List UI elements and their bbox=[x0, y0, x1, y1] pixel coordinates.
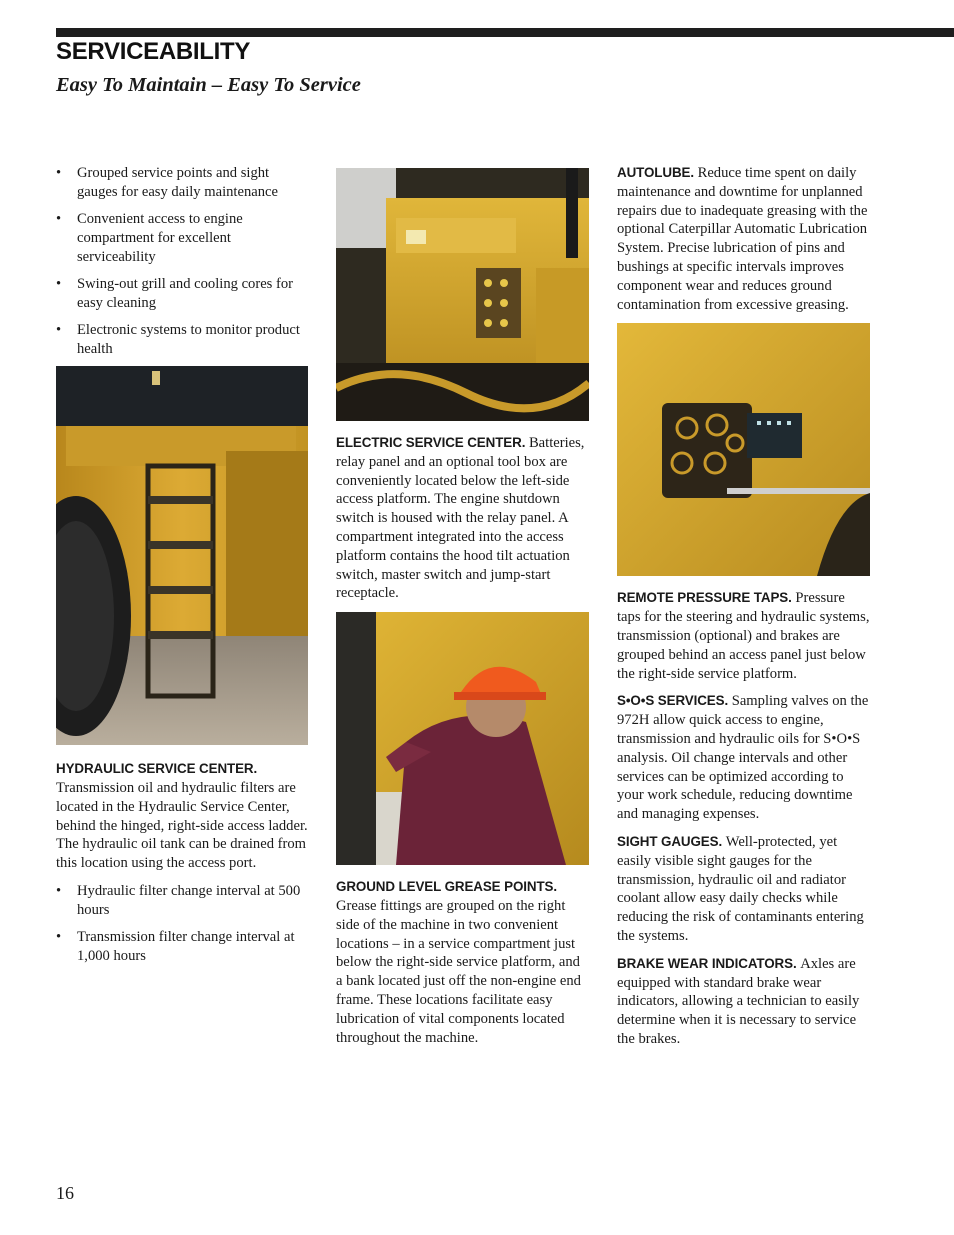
sos-services-section bbox=[617, 692, 870, 824]
interval-item: • Transmission filter change interval at 1,000 hours bbox=[56, 928, 308, 966]
feature-item: • Grouped service points and sight gauges for easy daily maintenance bbox=[56, 164, 308, 202]
pressure-taps-body: Pressure taps for the steering and hydraulic systems, transmission (optional) and brakes are grouped behind an access panel just below the right-side service platform. bbox=[617, 590, 870, 682]
interval-item: • Hydraulic filter change interval at 500 hours bbox=[56, 882, 308, 920]
filter-interval-list bbox=[56, 882, 308, 966]
autolube-heading: AUTOLUBE. bbox=[617, 165, 698, 180]
autolube-section bbox=[617, 164, 870, 314]
header-rule bbox=[56, 28, 954, 37]
hydraulic-service-body: Transmission oil and hydraulic filters are located in the Hydraulic Service Center, behind the hinged, right-side access ladder. The hydraulic oil tank can be drained from this location using the access port. bbox=[56, 779, 308, 872]
hydraulic-service-heading: HYDRAULIC SERVICE CENTER. bbox=[56, 761, 258, 777]
electric-service-body: Batteries, relay panel and an optional tool box are conveniently located below the left-side access platform. The engine shutdown switch is housed with the relay panel. A compartment integrated into the access platform contains the hood tilt actuation switch, master switch and jump-start receptacle. bbox=[336, 435, 585, 602]
electric-service-center-photo bbox=[336, 168, 589, 421]
sight-gauges-section bbox=[617, 833, 870, 946]
pressure-taps-section bbox=[617, 589, 870, 683]
sight-gauges-body: Well-protected, yet easily visible sight gauges for the transmission, hydraulic oil and radiator coolant allow easy daily checks while reducing the risk of contaminants entering the systems. bbox=[617, 833, 864, 944]
page-subtitle: Easy To Maintain – Easy To Service bbox=[56, 74, 361, 96]
column-1 bbox=[56, 164, 308, 974]
column-3 bbox=[617, 164, 870, 1058]
page-number: 16 bbox=[56, 1183, 74, 1203]
sos-services-body: Sampling valves on the 972H allow quick access to engine, transmission and hydraulic oils for S•O•S analysis. Oil change intervals and other services can be optimized according to your work schedule, reducing downtime and managing expenses. bbox=[617, 693, 869, 823]
brake-wear-body: Axles are equipped with standard brake wear indicators, allowing a technician to easily determine when it is necessary to service the brakes. bbox=[617, 955, 860, 1047]
technician-hard-hat-photo bbox=[336, 612, 589, 865]
feature-item: • Convenient access to engine compartment for excellent serviceability bbox=[56, 210, 308, 266]
feature-list bbox=[56, 164, 308, 359]
electric-service-heading: ELECTRIC SERVICE CENTER. bbox=[336, 435, 529, 450]
access-ladder-photo bbox=[56, 366, 308, 745]
brake-wear-heading: BRAKE WEAR INDICATORS. bbox=[617, 955, 801, 971]
pressure-taps-heading: REMOTE PRESSURE TAPS. bbox=[617, 590, 796, 606]
grease-points-body: Grease fittings are grouped on the right side of the machine in two convenient locations – in a service compartment just below the right-side service platform, and a bank located just off the non-engine end frame. These locations facilitate easy lubrication of vital components located throughout the machine. bbox=[336, 897, 581, 1046]
autolube-body: Reduce time spent on daily maintenance and downtime for unplanned repairs due to inadequate greasing with the optional Caterpillar Automatic Lubrication System. Precise lubrication of pins and bushings at specific intervals improves component wear and reduces ground contamination from excessive greasing. bbox=[617, 165, 868, 313]
sos-services-heading: S•O•S SERVICES. bbox=[617, 693, 732, 709]
electric-service-section bbox=[336, 434, 589, 603]
column-2 bbox=[336, 168, 589, 1056]
feature-item: • Electronic systems to monitor product health bbox=[56, 321, 308, 359]
hydraulic-service-section bbox=[56, 760, 308, 873]
grease-points-heading: GROUND LEVEL GREASE POINTS. bbox=[336, 879, 558, 895]
sight-gauges-heading: SIGHT GAUGES. bbox=[617, 833, 726, 849]
feature-item: • Swing-out grill and cooling cores for easy cleaning bbox=[56, 275, 308, 313]
remote-pressure-taps-photo bbox=[617, 323, 870, 576]
page-title: SERVICEABILITY bbox=[56, 38, 251, 65]
brake-wear-section bbox=[617, 955, 870, 1049]
grease-points-section bbox=[336, 878, 589, 1047]
